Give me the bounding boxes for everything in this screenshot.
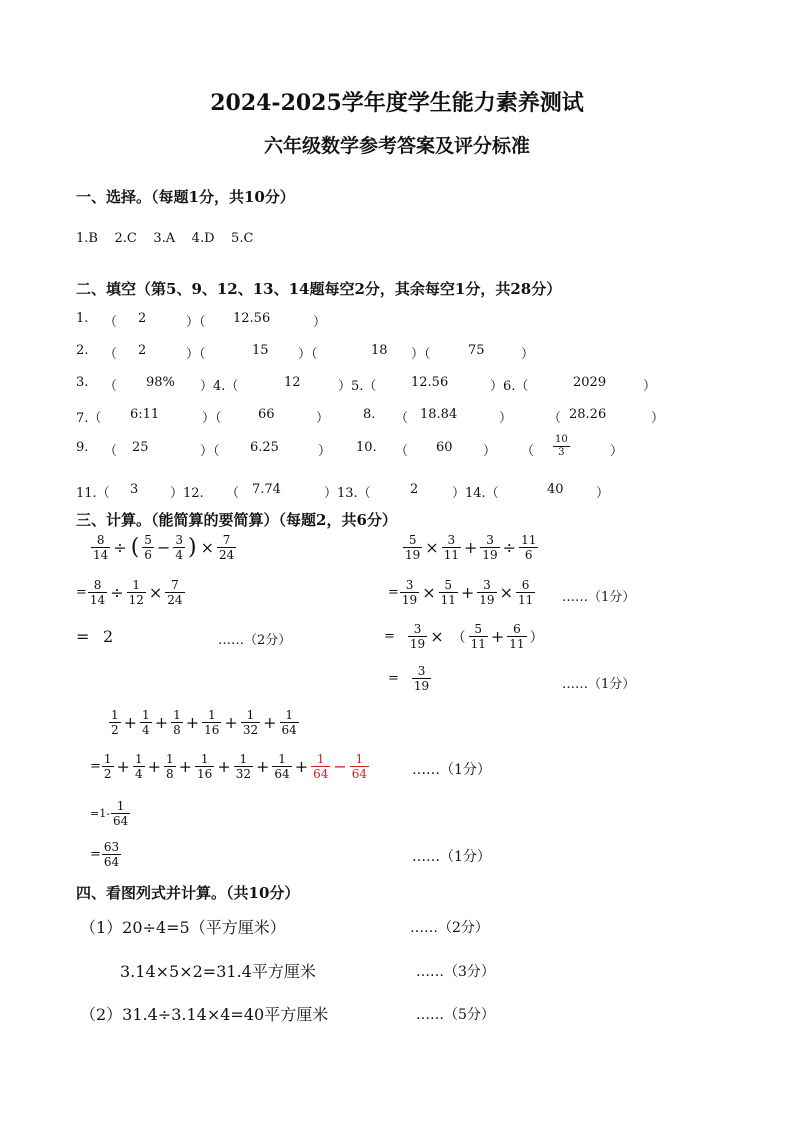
calc-3-step-2: =1- $\frac{1}{64}$ <box>90 799 129 828</box>
calc-3-expression: $\frac{1}{2}$ + $\frac{1}{4}$ + $\frac{1}{8}$ + $\frac{1}{16}$ + $\frac{1}{32}$ + $\frac{1}{64}$ <box>111 708 297 737</box>
red-fraction-1-64-b: $\frac{1}{64}$ <box>351 752 368 781</box>
calc-1-expression: $\frac{8}{14}$ ÷ ( $\frac{5}{6}$ − $\frac{3}{4}$ ) × $\frac{7}{24}$ <box>93 533 235 562</box>
calc-3-score-1: ……（1分） <box>412 762 491 778</box>
section-4-heading: 四、看图列式并计算。（共10分） <box>76 884 300 902</box>
page-subtitle: 六年级数学参考答案及评分标准 <box>263 135 530 157</box>
calc-1-eq: = <box>76 627 90 646</box>
calc-2-score-2: ……（1分） <box>562 677 636 692</box>
calc-2-result: = $\frac{3}{19}$ <box>388 664 430 693</box>
red-fraction-1-64: $\frac{1}{64}$ <box>313 752 329 781</box>
section-4-line-3: （2）31.4÷3.14×4=40平方厘米 <box>80 1005 329 1024</box>
section-4-score-1: ……（2分） <box>410 920 489 936</box>
calc-1-score: ……（2分） <box>218 633 292 648</box>
calc-2-step-2: = $\frac{3}{19}$ × （ $\frac{5}{11}$ + $\frac{6}{11}$ ） <box>384 622 544 651</box>
section-4-line-2: 3.14×5×2=31.4平方厘米 <box>120 962 316 981</box>
fraction-10-3: $\frac{10}{3}$ <box>555 434 568 458</box>
calc-2-expression: $\frac{5}{19}$ × $\frac{3}{11}$ + $\frac{3}{19}$ ÷ $\frac{11}{6}$ <box>405 533 537 562</box>
calc-3-step-1: = $\frac{1}{2}$ + $\frac{1}{4}$ + $\frac{1}{8}$ + $\frac{1}{16}$ + $\frac{1}{32}$ + $\frac{1}{64}$ + $\frac{1}{64}$ − $\frac{1}{64}$ <box>90 752 368 781</box>
section-4-score-2: ……（3分） <box>416 964 495 980</box>
calc-3-result: = $\frac{63}{64}$ <box>90 840 120 869</box>
section-1-answers: 1.B 2.C 3.A 4.D 5.C <box>76 231 254 246</box>
calc-2-score-1: ……（1分） <box>562 590 636 605</box>
section-1-heading: 一、选择。（每题1分，共10分） <box>76 188 295 206</box>
section-3-heading: 三、计算。（能简算的要简算）（每题2，共6分） <box>76 511 397 529</box>
section-4-score-3: ……（5分） <box>416 1007 495 1023</box>
section-4-line-1: （1）20÷4=5（平方厘米） <box>80 918 286 937</box>
page-title: 2024-2025学年度学生能力素养测试 <box>210 90 584 116</box>
calc-2-step-1: = $\frac{3}{19}$ × $\frac{5}{11}$ + $\frac{3}{19}$ × $\frac{6}{11}$ <box>388 578 534 607</box>
calc-1-result: 2 <box>103 627 114 646</box>
section-2-heading: 二、填空（第5、9、12、13、14题每空2分，其余每空1分，共28分） <box>76 280 562 298</box>
calc-3-score-2: ……（1分） <box>412 849 491 865</box>
calc-1-step-1: = $\frac{8}{14}$ ÷ $\frac{1}{12}$ × $\frac{7}{24}$ <box>76 578 183 607</box>
